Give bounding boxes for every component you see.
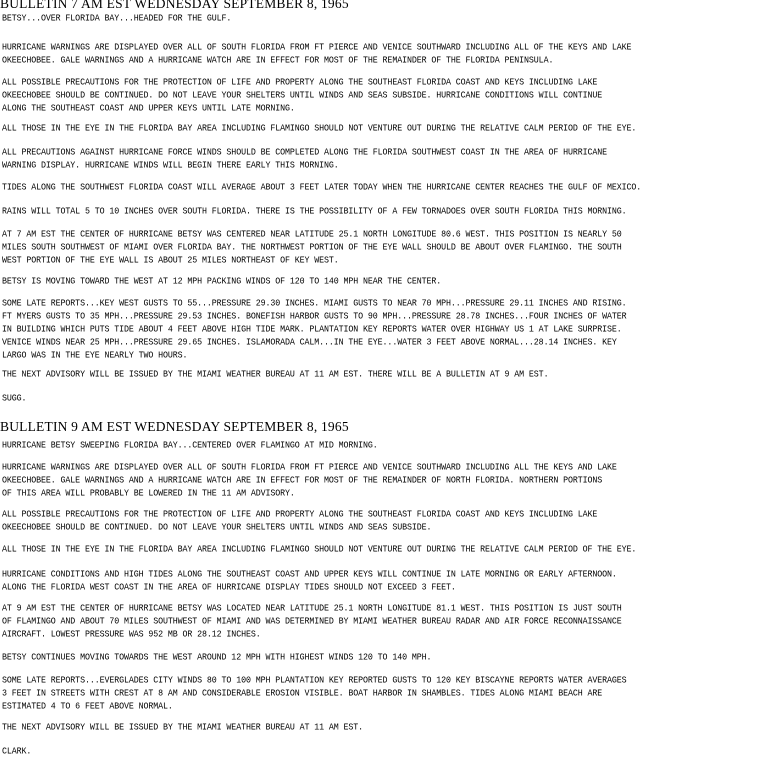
- bulletin-paragraph: [2, 182, 754, 195]
- text-line: VENICE WINDS NEAR 25 MPH...PRESSURE 29.65 INCHES. ISLAMORADA CALM...IN THE EYE...WATER 3 FEET ABOVE NORMAL...28.14 INCHES. KEY: [2, 337, 617, 348]
- bulletin-signature: [2, 393, 754, 406]
- text-line: HURRICANE CONDITIONS AND HIGH TIDES ALONG THE SOUTHEAST COAST AND UPPER KEYS WILL CONTINUE IN LATE MORNING OR EARLY AFTERNOON.: [2, 570, 617, 580]
- text-line: AT 7 AM EST THE CENTER OF HURRICANE BETSY WAS CENTERED NEAR LATITUDE 25.1 NORTH LONGITUDE 80.6 WEST. THIS POSITION IS NEARLY 50: [2, 230, 622, 240]
- bulletin-paragraph: [2, 569, 754, 595]
- text-line: SOME LATE REPORTS...KEY WEST GUSTS TO 55...PRESSURE 29.30 INCHES. MIAMI GUSTS TO NEAR 70 MPH...PRESSURE 29.11 INCHES AND RISING.: [2, 299, 627, 309]
- text-line: FT MYERS GUSTS TO 35 MPH...PRESSURE 29.53 INCHES. BONEFISH HARBOR GUSTS TO 90 MPH...PRESSURE 28.78 INCHES...FOUR INCHES OF WATER: [2, 312, 627, 322]
- bulletin-paragraph: [2, 652, 754, 665]
- bulletin-paragraph: [2, 77, 754, 116]
- bulletin-paragraph: [2, 509, 754, 535]
- text-line: HURRICANE WARNINGS ARE DISPLAYED OVER ALL OF SOUTH FLORIDA FROM FT PIERCE AND VENICE SOUTHWARD INCLUDING ALL OF THE KEYS AND LAKE: [2, 43, 632, 53]
- text-line: OKEECHOBEE SHOULD BE CONTINUED. DO NOT LEAVE YOUR SHELTERS UNTIL WINDS AND SEAS SUBSIDE.: [2, 523, 432, 533]
- text-line: THE NEXT ADVISORY WILL BE ISSUED BY THE MIAMI WEATHER BUREAU AT 11 AM EST. THERE WILL BE A BULLETIN AT 9 AM EST.: [2, 370, 549, 380]
- text-line: OKEECHOBEE SHOULD BE CONTINUED. DO NOT LEAVE YOUR SHELTERS UNTIL WINDS AND SEAS SUBSIDE. HURRICANE CONDITIONS WILL CONTINUE: [2, 91, 603, 101]
- text-line: CLARK.: [2, 747, 32, 757]
- text-line: WARNING DISPLAY. HURRICANE WINDS WILL BEGIN THERE EARLY THIS MORNING.: [2, 161, 339, 171]
- bulletin-paragraph: [2, 123, 754, 136]
- text-line: SOME LATE REPORTS...EVERGLADES CITY WINDS 80 TO 100 MPH PLANTATION KEY REPORTED GUSTS TO 120 KEY BISCAYNE REPORTS WATER AVERAGES: [2, 676, 627, 686]
- text-line: OF THIS AREA WILL PROBABLY BE LOWERED IN THE 11 AM ADVISORY.: [2, 489, 295, 499]
- text-line: OKEECHOBEE. GALE WARNINGS AND A HURRICANE WATCH ARE IN EFFECT FOR MOST OF THE REMAINDER OF NORTH FLORIDA. NORTHERN PORTIONS: [2, 476, 603, 486]
- text-line: ALL THOSE IN THE EYE IN THE FLORIDA BAY AREA INCLUDING FLAMINGO SHOULD NOT VENTURE OUT DURING THE RELATIVE CALM PERIOD OF THE EYE.: [2, 124, 637, 134]
- text-line: IN BUILDING WHICH PUTS TIDE ABOUT 4 FEET ABOVE HIGH TIDE MARK. PLANTATION KEY REPORTS WATER OVER HIGHWAY US 1 AT LAKE SURPRISE.: [2, 325, 622, 335]
- text-line: BETSY CONTINUES MOVING TOWARDS THE WEST AROUND 12 MPH WITH HIGHEST WINDS 120 TO 140 MPH.: [2, 653, 432, 663]
- bulletin-paragraph: [2, 13, 754, 26]
- bulletin-paragraph: [2, 229, 754, 268]
- bulletin-paragraph: [2, 276, 754, 289]
- text-line: SUGG.: [2, 394, 27, 404]
- text-line: HURRICANE WARNINGS ARE DISPLAYED OVER ALL OF SOUTH FLORIDA FROM FT PIERCE AND VENICE SOUTHWARD INCLUDING ALL THE KEYS AND LAKE: [2, 463, 617, 473]
- text-line: TIDES ALONG THE SOUTHWEST FLORIDA COAST WILL AVERAGE ABOUT 3 FEET LATER TODAY WHEN THE HURRICANE CENTER REACHES THE GULF OF MEXICO.: [2, 183, 642, 193]
- bulletin-paragraph: [2, 298, 754, 363]
- text-line: LARGO WAS IN THE EYE NEARLY TWO HOURS.: [2, 350, 188, 361]
- text-line: WEST PORTION OF THE EYE WALL IS ABOUT 25 MILES NORTHEAST OF KEY WEST.: [2, 256, 339, 266]
- bulletin-paragraph: [2, 462, 754, 501]
- text-line: HURRICANE BETSY SWEEPING FLORIDA BAY...CENTERED OVER FLAMINGO AT MID MORNING.: [2, 441, 378, 451]
- text-line: BETSY...OVER FLORIDA BAY...HEADED FOR THE GULF.: [2, 14, 232, 24]
- text-line: ALONG THE SOUTHEAST COAST AND UPPER KEYS UNTIL LATE MORNING.: [2, 104, 295, 114]
- bulletin-paragraph: [2, 544, 754, 557]
- bulletin-paragraph: [2, 603, 754, 642]
- text-line: ALL POSSIBLE PRECAUTIONS FOR THE PROTECTION OF LIFE AND PROPERTY ALONG THE SOUTHEAST FLORIDA COAST AND KEYS INCLUDING LAKE: [2, 78, 598, 88]
- bulletin-title: BULLETIN 7 AM EST WEDNESDAY SEPTEMBER 8, 1965: [0, 0, 349, 11]
- text-line: MILES SOUTH SOUTHWEST OF MIAMI OVER FLORIDA BAY. THE NORTHWEST PORTION OF THE EYE WALL SHOULD BE ABOUT OVER FLAMINGO. THE SOUTH: [2, 243, 622, 253]
- text-line: THE NEXT ADVISORY WILL BE ISSUED BY THE MIAMI WEATHER BUREAU AT 11 AM EST.: [2, 723, 364, 733]
- text-line: AIRCRAFT. LOWEST PRESSURE WAS 952 MB OR 28.12 INCHES.: [2, 630, 261, 640]
- bulletin-paragraph: [2, 440, 754, 453]
- text-line: BETSY IS MOVING TOWARD THE WEST AT 12 MPH PACKING WINDS OF 120 TO 140 MPH NEAR THE CENTER.: [2, 277, 442, 287]
- text-line: ALL THOSE IN THE EYE IN THE FLORIDA BAY AREA INCLUDING FLAMINGO SHOULD NOT VENTURE OUT DURING THE RELATIVE CALM PERIOD OF THE EYE.: [2, 545, 637, 555]
- bulletin-signature: [2, 746, 754, 759]
- text-line: ESTIMATED 4 TO 6 FEET ABOVE NORMAL.: [2, 702, 173, 712]
- text-line: 3 FEET IN STREETS WITH CREST AT 8 AM AND CONSIDERABLE EROSION VISIBLE. BOAT HARBOR IN SHAMBLES. TIDES ALONG MIAMI BEACH ARE: [2, 689, 603, 699]
- text-line: ALONG THE FLORIDA WEST COAST IN THE AREA OF HURRICANE DISPLAY TIDES SHOULD NOT EXCEED 3 FEET.: [2, 583, 456, 593]
- text-line: OKEECHOBEE. GALE WARNINGS AND A HURRICANE WATCH ARE IN EFFECT FOR MOST OF THE REMAINDER OF THE FLORIDA PENINSULA.: [2, 56, 554, 66]
- bulletin-paragraph: [2, 147, 754, 173]
- text-line: OF FLAMINGO AND ABOUT 70 MILES SOUTHWEST OF MIAMI AND WAS DETERMINED BY MIAMI WEATHER BUREAU RADAR AND AIR FORCE RECONNAISSANCE: [2, 617, 622, 627]
- text-line: AT 9 AM EST THE CENTER OF HURRICANE BETSY WAS LOCATED NEAR LATITUDE 25.1 NORTH LONGITUDE 81.1 WEST. THIS POSITION IS JUST SOUTH: [2, 604, 622, 614]
- bulletin-paragraph: [2, 675, 754, 714]
- bulletin-paragraph: [2, 206, 754, 219]
- text-line: ALL PRECAUTIONS AGAINST HURRICANE FORCE WINDS SHOULD BE COMPLETED ALONG THE FLORIDA SOUTHWEST COAST IN THE AREA OF HURRICANE: [2, 148, 607, 158]
- text-line: ALL POSSIBLE PRECAUTIONS FOR THE PROTECTION OF LIFE AND PROPERTY ALONG THE SOUTHEAST FLORIDA COAST AND KEYS INCLUDING LAKE: [2, 510, 598, 520]
- bulletin-title: BULLETIN 9 AM EST WEDNESDAY SEPTEMBER 8, 1965: [0, 419, 349, 434]
- bulletin-paragraph: [2, 369, 754, 382]
- text-line: RAINS WILL TOTAL 5 TO 10 INCHES OVER SOUTH FLORIDA. THERE IS THE POSSIBILITY OF A FEW TORNADOES OVER SOUTH FLORIDA THIS MORNING.: [2, 207, 627, 217]
- bulletin-paragraph: [2, 42, 754, 68]
- bulletin-paragraph: [2, 722, 754, 735]
